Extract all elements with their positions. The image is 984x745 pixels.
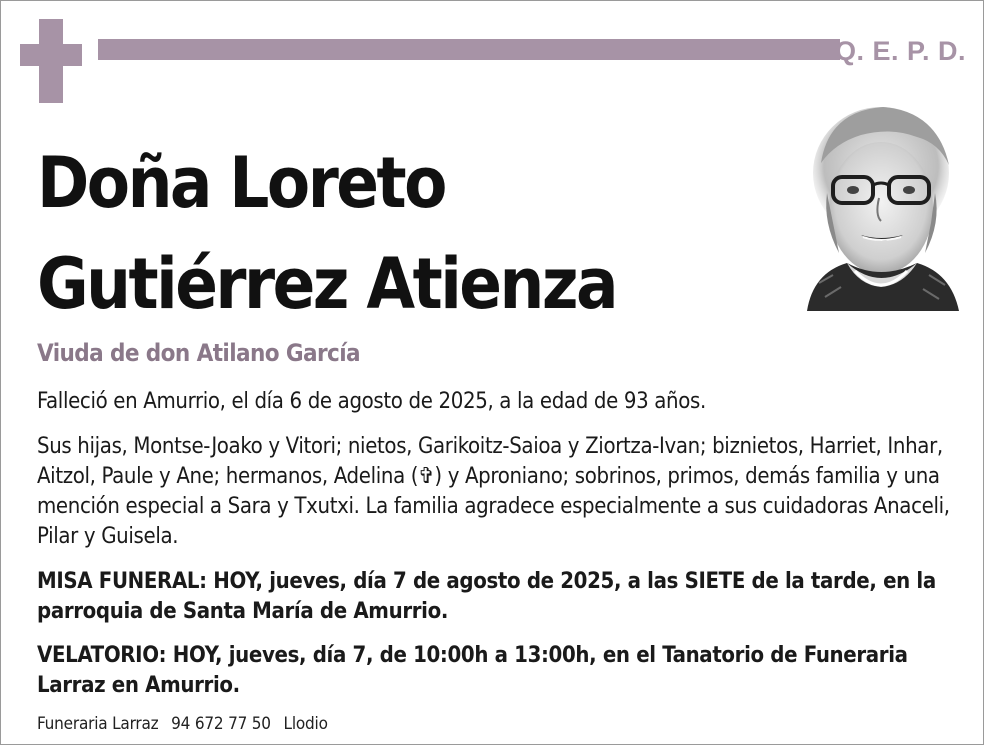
funeral-home-city: Llodio: [283, 714, 328, 734]
funeral-home-name: Funeraria Larraz: [37, 714, 159, 734]
qepd-label: Q. E. P. D.: [834, 36, 966, 66]
deceased-name: [37, 133, 616, 335]
widow-of-line: Viuda de don Atilano García: [37, 339, 360, 367]
latin-cross-icon: [20, 19, 82, 103]
family-text: Sus hijas, Montse-Joako y Vitori; nietos, Garikoitz-Saioa y Ziortza-Ivan; biznietos, Harriet, Inhar, Aitzol, Paule y Ane; hermanos, Adelina (✞) y Aproniano; sobrinos, primos, demás familia y una mención especial a Sara y Txutxi. La familia agradece especialmente a sus cuidadoras Anaceli, Pilar y Guisela.: [37, 434, 950, 549]
funeral-home-phone: 94 672 77 50: [171, 714, 271, 734]
portrait-photo: [799, 103, 963, 311]
wake-text: VELATORIO: HOY, jueves, día 7, de 10:00h a 13:00h, en el Tanatorio de Funeraria Larraz en Amurrio.: [37, 643, 908, 698]
funeral-mass-text: MISA FUNERAL: HOY, jueves, día 7 de agosto de 2025, a las SIETE de la tarde, en la parroquia de Santa María de Amurrio.: [37, 569, 936, 624]
name-line-1: Doña Loreto: [37, 142, 445, 224]
funeral-home-footer: [37, 714, 336, 734]
death-notice-text: Falleció en Amurrio, el día 6 de agosto de 2025, a la edad de 93 años.: [37, 389, 706, 414]
header-rule: [98, 39, 840, 60]
name-line-2: Gutiérrez Atienza: [37, 243, 616, 325]
